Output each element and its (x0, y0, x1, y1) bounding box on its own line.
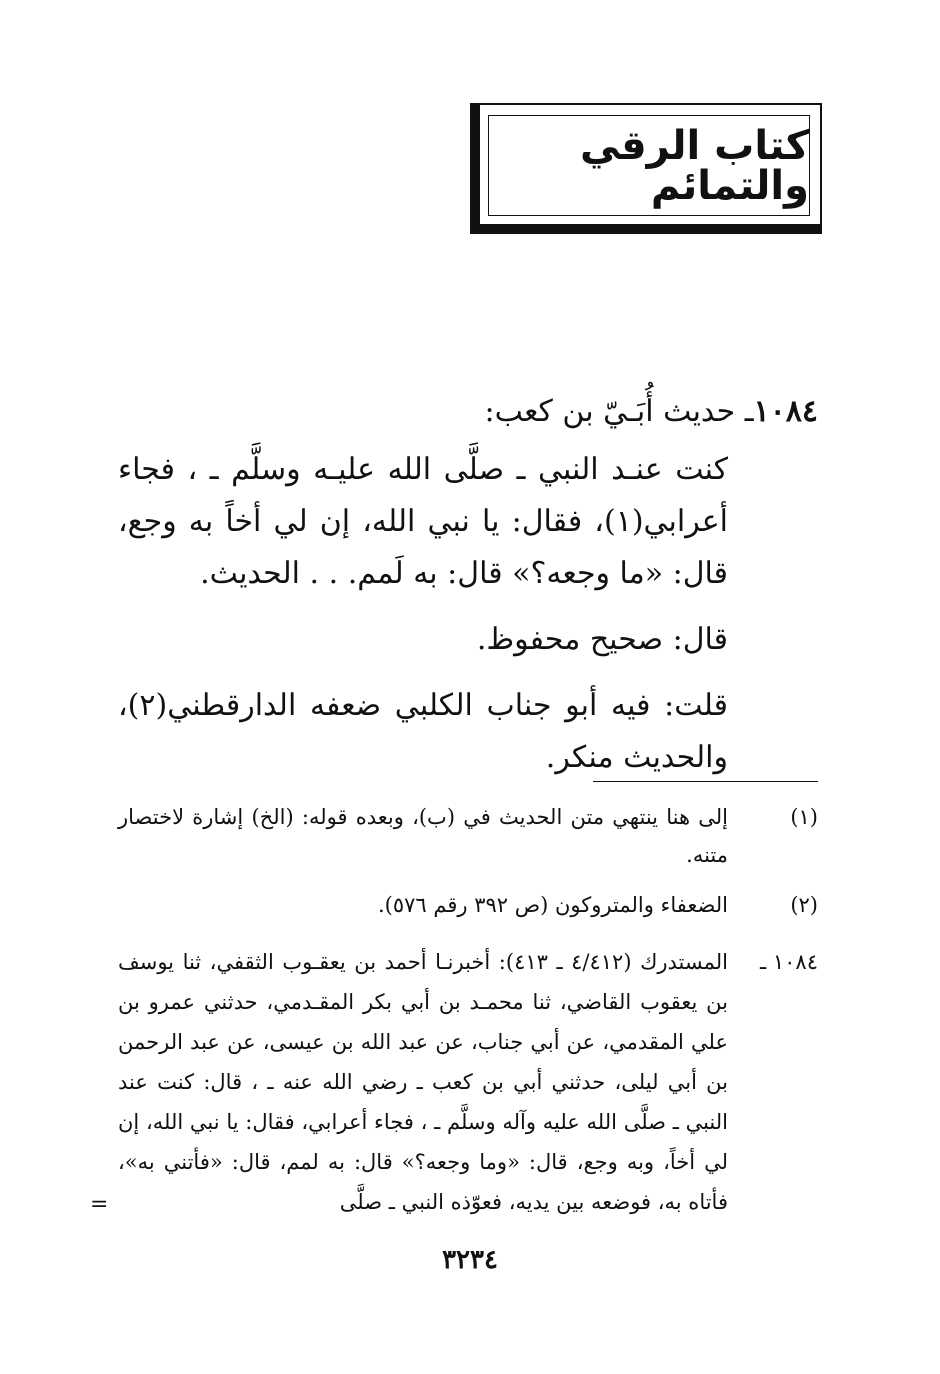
footnote (118, 798, 818, 874)
chapter-title-box (470, 103, 822, 234)
hadith-heading (118, 390, 818, 434)
footnote-number: (١) (790, 805, 818, 829)
hadith-paragraph: قلت: فيه أبو جناب الكلبي ضعفه الدارقطني(٢)، والحديث منكر. (118, 688, 728, 775)
footnotes (118, 798, 818, 936)
footnote (118, 886, 818, 924)
footnote-text: إلى هنا ينتهي متن الحديث في (ب)، وبعده قوله: (الخ) إشارة لاختصار متنه. (118, 805, 728, 867)
footnote-text: الضعفاء والمتروكون (ص ٣٩٢ رقم ٥٧٦). (377, 893, 728, 917)
chapter-title: كتاب الرقي والتمائم (579, 122, 809, 209)
commentary-block (118, 942, 818, 1222)
page-number: ٣٢٣٤ (442, 1245, 498, 1275)
footnote-number: (٢) (790, 893, 818, 917)
continuation-mark: = (90, 1192, 109, 1217)
commentary-number: ١٠٨٤ ـ (760, 950, 818, 974)
hadith-section (118, 390, 818, 784)
commentary-text: المستدرك (٤/٤١٢ ـ ٤١٣): أخبرنـا أحمد بن يعقـوب الثقفي، ثنا يوسف بن يعقوب القاضي، ثنا محمـد بن أبي بكر المقـدمي، حدثني عمرو بن علي المقدمي، عن أبي جناب، عن عبد الله بن عيسى، عن عبد الرحمن بن أبي ليلى، حدثني أبي بن كعب ـ رضي الله عنه ـ ، قال: كنت عند النبي ـ صلَّى الله عليه وآله وسلَّم ـ ، فجاء أعرابي، فقال: يا نبي الله، إن لي أخاً، وبه وجع، قال: «وما وجعه؟» قال: به لمم، قال: «فأتني به»، فأتاه به، فوضعه بين يديه، فعوّذه النبي ـ صلَّى (118, 950, 728, 1214)
hadith-paragraph: قال: صحيح محفوظ. (476, 622, 728, 657)
chapter-title-frame (488, 115, 810, 216)
hadith-paragraph: كنت عنـد النبي ـ صلَّى الله عليـه وسلَّم ـ ، فجاء أعرابي(١)، فقال: يا نبي الله، إن لي أخاً به وجع، قال: «ما وجعه؟» قال: به لَمم. . . الحديث. (118, 452, 728, 591)
hadith-number: ١٠٨٤ (753, 394, 818, 429)
hadith-heading-text: ـ حديث أُبَـيّ بن كعب: (484, 394, 754, 429)
commentary (118, 942, 818, 1222)
footnote-separator (593, 781, 818, 782)
